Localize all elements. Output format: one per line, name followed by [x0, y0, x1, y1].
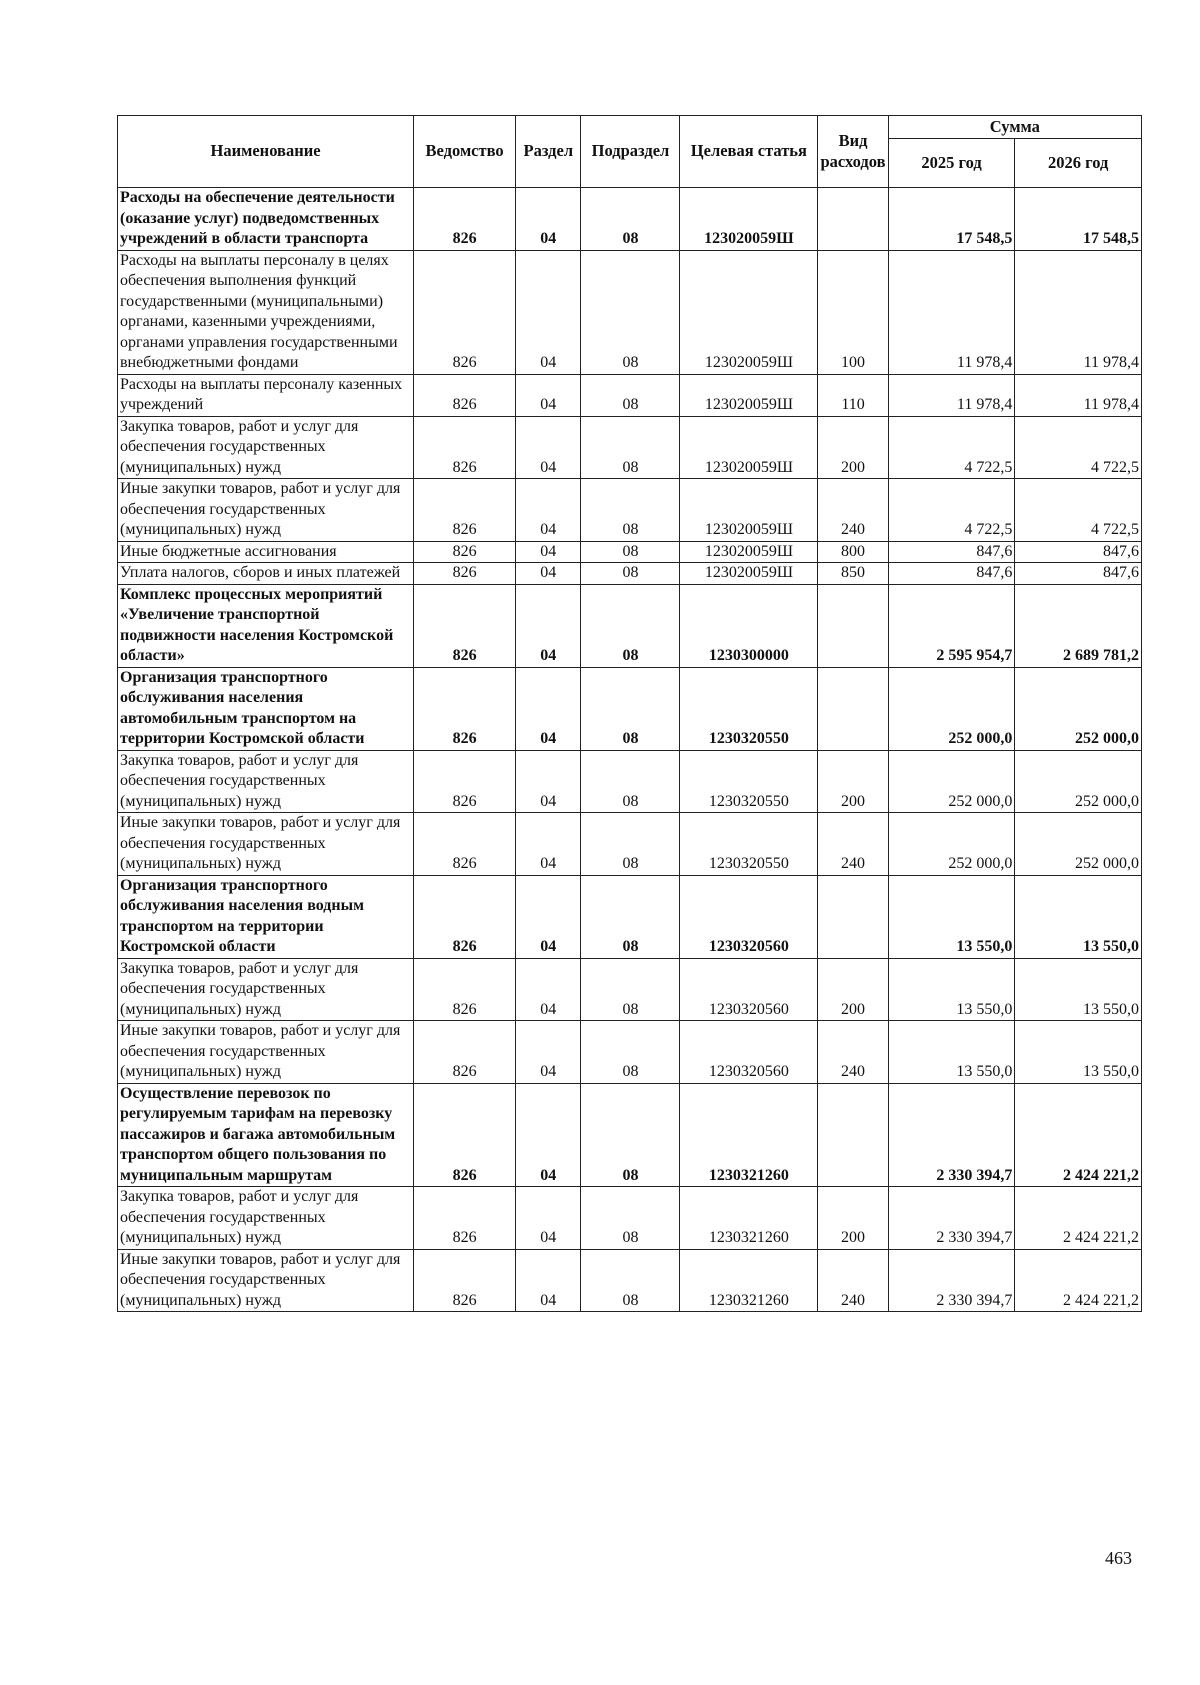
table-row: [118, 813, 1142, 876]
row-department-cell: 826: [414, 188, 516, 251]
row-amount-2026-cell: 2 424 221,2: [1015, 1187, 1142, 1250]
row-amount-2026-cell: 252 000,0: [1015, 667, 1142, 750]
row-amount-2025-cell: 4 722,5: [888, 416, 1015, 479]
row-amount-2026-cell: 4 722,5: [1015, 479, 1142, 542]
row-section-cell: 04: [516, 667, 581, 750]
row-section-cell: 04: [516, 541, 581, 563]
row-target-article-cell: 123020059Ш: [680, 416, 818, 479]
row-department-cell: 826: [414, 1187, 516, 1250]
table-row: [118, 374, 1142, 416]
row-expense-type-cell: 200: [818, 1187, 888, 1250]
row-amount-2025-cell: 13 550,0: [888, 1021, 1015, 1084]
row-amount-2025-cell: 4 722,5: [888, 479, 1015, 542]
row-amount-2025-cell: 2 330 394,7: [888, 1187, 1015, 1250]
table-row: [118, 479, 1142, 542]
row-amount-2026-cell: 17 548,5: [1015, 188, 1142, 251]
row-section-cell: 04: [516, 250, 581, 374]
row-section-cell: 04: [516, 958, 581, 1021]
row-department-cell: 826: [414, 813, 516, 876]
row-section-cell: 04: [516, 1021, 581, 1084]
row-expense-type-cell: [818, 188, 888, 251]
row-expense-type-cell: 200: [818, 958, 888, 1021]
table-row: [118, 1187, 1142, 1250]
row-name-cell: Комплекс процессных мероприятий «Увеличение транспортной подвижности населения Костромской области»: [118, 584, 414, 667]
table-row: [118, 1021, 1142, 1084]
header-department: Ведомство: [414, 116, 516, 188]
row-amount-2025-cell: 2 595 954,7: [888, 584, 1015, 667]
row-section-cell: 04: [516, 584, 581, 667]
row-department-cell: 826: [414, 958, 516, 1021]
row-target-article-cell: 1230320560: [680, 1021, 818, 1084]
row-expense-type-cell: [818, 875, 888, 958]
row-name-cell: Уплата налогов, сборов и иных платежей: [118, 563, 414, 585]
row-department-cell: 826: [414, 875, 516, 958]
row-section-cell: 04: [516, 374, 581, 416]
row-department-cell: 826: [414, 1083, 516, 1187]
row-subsection-cell: 08: [581, 1021, 680, 1084]
row-name-cell: Организация транспортного обслуживания населения водным транспортом на территории Костромской области: [118, 875, 414, 958]
row-target-article-cell: 1230321260: [680, 1187, 818, 1250]
row-target-article-cell: 123020059Ш: [680, 374, 818, 416]
table-row: [118, 667, 1142, 750]
row-target-article-cell: 1230320550: [680, 667, 818, 750]
row-section-cell: 04: [516, 1249, 581, 1312]
row-name-cell: Осуществление перевозок по регулируемым тарифам на перевозку пассажиров и багажа автомобильным транспортом общего пользования по муниципальным маршрутам: [118, 1083, 414, 1187]
row-name-cell: Закупка товаров, работ и услуг для обеспечения государственных (муниципальных) нужд: [118, 1187, 414, 1250]
row-amount-2025-cell: 847,6: [888, 563, 1015, 585]
row-target-article-cell: 1230321260: [680, 1249, 818, 1312]
header-subsection: Подраздел: [581, 116, 680, 188]
table-row: [118, 1249, 1142, 1312]
row-department-cell: 826: [414, 563, 516, 585]
table-row: [118, 563, 1142, 585]
row-amount-2026-cell: 252 000,0: [1015, 813, 1142, 876]
row-amount-2026-cell: 2 689 781,2: [1015, 584, 1142, 667]
row-amount-2026-cell: 252 000,0: [1015, 750, 1142, 813]
row-target-article-cell: 1230320560: [680, 958, 818, 1021]
row-amount-2025-cell: 11 978,4: [888, 374, 1015, 416]
row-target-article-cell: 123020059Ш: [680, 479, 818, 542]
table-row: [118, 584, 1142, 667]
row-section-cell: 04: [516, 1083, 581, 1187]
row-subsection-cell: 08: [581, 958, 680, 1021]
row-expense-type-cell: 240: [818, 1249, 888, 1312]
row-department-cell: 826: [414, 584, 516, 667]
table-row: [118, 875, 1142, 958]
row-amount-2026-cell: 2 424 221,2: [1015, 1249, 1142, 1312]
row-expense-type-cell: 240: [818, 479, 888, 542]
row-subsection-cell: 08: [581, 1187, 680, 1250]
header-expense-type: Вид расходов: [818, 116, 888, 188]
row-subsection-cell: 08: [581, 374, 680, 416]
row-name-cell: Закупка товаров, работ и услуг для обеспечения государственных (муниципальных) нужд: [118, 416, 414, 479]
row-amount-2026-cell: 4 722,5: [1015, 416, 1142, 479]
row-subsection-cell: 08: [581, 250, 680, 374]
row-subsection-cell: 08: [581, 1249, 680, 1312]
header-sum: Сумма: [888, 116, 1141, 139]
row-section-cell: 04: [516, 479, 581, 542]
row-expense-type-cell: 800: [818, 541, 888, 563]
row-section-cell: 04: [516, 1187, 581, 1250]
row-subsection-cell: 08: [581, 875, 680, 958]
row-target-article-cell: 1230300000: [680, 584, 818, 667]
row-subsection-cell: 08: [581, 813, 680, 876]
row-target-article-cell: 123020059Ш: [680, 541, 818, 563]
row-target-article-cell: 123020059Ш: [680, 563, 818, 585]
row-department-cell: 826: [414, 750, 516, 813]
table-row: [118, 188, 1142, 251]
row-target-article-cell: 1230321260: [680, 1083, 818, 1187]
header-year-2025: 2025 год: [888, 139, 1015, 188]
row-expense-type-cell: 240: [818, 1021, 888, 1084]
row-amount-2025-cell: 13 550,0: [888, 875, 1015, 958]
row-name-cell: Расходы на обеспечение деятельности (оказание услуг) подведомственных учреждений в области транспорта: [118, 188, 414, 251]
row-department-cell: 826: [414, 479, 516, 542]
row-section-cell: 04: [516, 750, 581, 813]
row-subsection-cell: 08: [581, 479, 680, 542]
table-row: [118, 541, 1142, 563]
row-amount-2026-cell: 13 550,0: [1015, 875, 1142, 958]
row-subsection-cell: 08: [581, 667, 680, 750]
row-section-cell: 04: [516, 563, 581, 585]
table-row: [118, 1083, 1142, 1187]
row-expense-type-cell: 240: [818, 813, 888, 876]
row-expense-type-cell: 200: [818, 750, 888, 813]
row-amount-2025-cell: 11 978,4: [888, 250, 1015, 374]
row-expense-type-cell: 200: [818, 416, 888, 479]
row-subsection-cell: 08: [581, 416, 680, 479]
row-amount-2026-cell: 11 978,4: [1015, 374, 1142, 416]
row-section-cell: 04: [516, 875, 581, 958]
table-body: [118, 188, 1142, 1312]
row-department-cell: 826: [414, 667, 516, 750]
row-department-cell: 826: [414, 250, 516, 374]
row-name-cell: Иные бюджетные ассигнования: [118, 541, 414, 563]
row-amount-2025-cell: 13 550,0: [888, 958, 1015, 1021]
row-amount-2026-cell: 847,6: [1015, 563, 1142, 585]
row-name-cell: Расходы на выплаты персоналу в целях обеспечения выполнения функций государственными (муниципальными) органами, казенными учреждениями, органами управления государственными внебюджетными фондами: [118, 250, 414, 374]
row-name-cell: Расходы на выплаты персоналу казенных учреждений: [118, 374, 414, 416]
row-subsection-cell: 08: [581, 188, 680, 251]
row-target-article-cell: 1230320560: [680, 875, 818, 958]
row-amount-2026-cell: 13 550,0: [1015, 1021, 1142, 1084]
row-department-cell: 826: [414, 374, 516, 416]
row-section-cell: 04: [516, 416, 581, 479]
row-subsection-cell: 08: [581, 541, 680, 563]
row-expense-type-cell: [818, 584, 888, 667]
row-target-article-cell: 123020059Ш: [680, 188, 818, 251]
row-subsection-cell: 08: [581, 584, 680, 667]
row-department-cell: 826: [414, 416, 516, 479]
row-name-cell: Закупка товаров, работ и услуг для обеспечения государственных (муниципальных) нужд: [118, 958, 414, 1021]
header-section: Раздел: [516, 116, 581, 188]
table-row: [118, 750, 1142, 813]
row-target-article-cell: 1230320550: [680, 813, 818, 876]
row-name-cell: Организация транспортного обслуживания населения автомобильным транспортом на территории Костромской области: [118, 667, 414, 750]
row-subsection-cell: 08: [581, 563, 680, 585]
row-target-article-cell: 1230320550: [680, 750, 818, 813]
row-department-cell: 826: [414, 1249, 516, 1312]
row-amount-2025-cell: 2 330 394,7: [888, 1249, 1015, 1312]
row-amount-2025-cell: 2 330 394,7: [888, 1083, 1015, 1187]
row-name-cell: Иные закупки товаров, работ и услуг для обеспечения государственных (муниципальных) нужд: [118, 813, 414, 876]
row-subsection-cell: 08: [581, 1083, 680, 1187]
row-amount-2025-cell: 252 000,0: [888, 750, 1015, 813]
row-amount-2026-cell: 847,6: [1015, 541, 1142, 563]
table-row: [118, 958, 1142, 1021]
row-department-cell: 826: [414, 541, 516, 563]
row-name-cell: Иные закупки товаров, работ и услуг для обеспечения государственных (муниципальных) нужд: [118, 1249, 414, 1312]
header-target-article: Целевая статья: [680, 116, 818, 188]
row-amount-2025-cell: 252 000,0: [888, 667, 1015, 750]
row-amount-2026-cell: 13 550,0: [1015, 958, 1142, 1021]
row-department-cell: 826: [414, 1021, 516, 1084]
row-amount-2026-cell: 11 978,4: [1015, 250, 1142, 374]
row-expense-type-cell: 850: [818, 563, 888, 585]
page-number: 463: [1105, 1548, 1132, 1568]
row-name-cell: Иные закупки товаров, работ и услуг для обеспечения государственных (муниципальных) нужд: [118, 479, 414, 542]
row-amount-2026-cell: 2 424 221,2: [1015, 1083, 1142, 1187]
row-target-article-cell: 123020059Ш: [680, 250, 818, 374]
header-name: Наименование: [118, 116, 414, 188]
row-expense-type-cell: [818, 667, 888, 750]
row-section-cell: 04: [516, 813, 581, 876]
row-subsection-cell: 08: [581, 750, 680, 813]
row-section-cell: 04: [516, 188, 581, 251]
row-amount-2025-cell: 847,6: [888, 541, 1015, 563]
row-expense-type-cell: 110: [818, 374, 888, 416]
row-amount-2025-cell: 252 000,0: [888, 813, 1015, 876]
row-name-cell: Иные закупки товаров, работ и услуг для обеспечения государственных (муниципальных) нужд: [118, 1021, 414, 1084]
table-row: [118, 250, 1142, 374]
row-amount-2025-cell: 17 548,5: [888, 188, 1015, 251]
budget-table: [117, 115, 1142, 1312]
row-expense-type-cell: 100: [818, 250, 888, 374]
row-expense-type-cell: [818, 1083, 888, 1187]
table-row: [118, 416, 1142, 479]
row-name-cell: Закупка товаров, работ и услуг для обеспечения государственных (муниципальных) нужд: [118, 750, 414, 813]
header-year-2026: 2026 год: [1015, 139, 1142, 188]
